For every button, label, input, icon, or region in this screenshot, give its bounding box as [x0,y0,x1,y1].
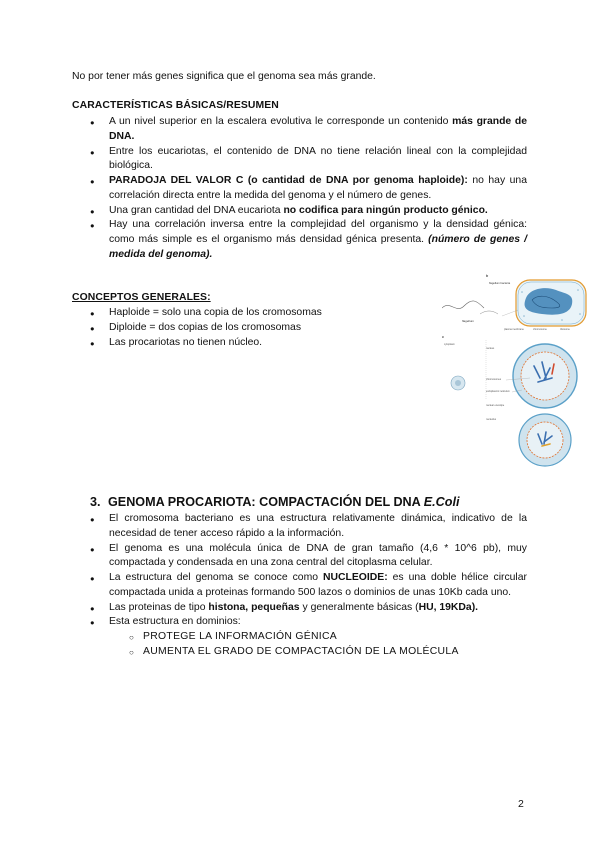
section2-list [90,306,440,350]
section1-list [90,115,527,263]
intro-text: No por tener más genes significa que el genoma sea más grande. [72,71,376,82]
list-item: ● La estructura del genoma se conoce como NUCLEOIDE: es una doble hélice circular compactada unida a proteinas formando 500 lazos o dominios de unas 10Kb cada uno. [90,571,527,601]
fig-label-nucleus: nucleus [486,347,495,350]
fig-label-chromosome: chromosome [533,328,547,331]
list-item: ● El cromosoma bacteriano es una estructura relativamente dinámica, indicativo de la necesidad de tener acceso rápido a la información. [90,512,527,542]
fig-label-b: b [486,273,489,278]
list-item: ● El genoma es una molécula única de DNA de gran tamaño (4,6 * 10^6 pb), muy compactada y condensada en una zona central del citoplasma celular. [90,542,527,572]
sub-list-item: ○ PROTEGE LA INFORMACIÓN GÉNICA [109,630,527,645]
fig-label-ribosome: ribosome [560,328,570,331]
fig-label-plasma: plasma membrane [504,328,524,331]
list-item: ● Entre los eucariotas, el contenido de DNA no tiene relación lineal con la complejidad biológica. [90,145,527,175]
section1-title: CARACTERÍSTICAS BÁSICAS/RESUMEN [72,100,279,111]
list-item: ● A un nivel superior en la escalera evolutiva le corresponde un contenido más grande de DNA. [90,115,527,145]
list-item: ● Las procariotas no tienen núcleo. [90,336,440,351]
list-item: ● Hay una correlación inversa entre la complejidad del organismo y la densidad génica: como más simple es el organismo más densidad génica presenta. (número de genes / medida del genoma). [90,218,527,262]
list-item: ● Las proteinas de tipo histona, pequeñas y generalmente básicas (HU, 19KDa). [90,601,527,616]
list-item: ● PARADOJA DEL VALOR C (o cantidad de DNA por genoma haploide): no hay una correlación directa entre la medida del genoma y el número de genes. [90,174,527,204]
fig-label-nucleolus: nucleolus [486,418,497,421]
section3-sublist [109,630,527,660]
fig-label-nuclear: nuclear envelope [486,404,505,407]
list-item: ● Haploide = solo una copia de los cromosomas [90,306,440,321]
section2-title: CONCEPTOS GENERALES: [72,292,211,303]
list-item: ● Diploide = dos copias de los cromosomas [90,321,440,336]
list-item: ● Esta estructura en dominios: ○ PROTEGE LA INFORMACIÓN GÉNICA ○ AUMENTA EL GRADO DE COMPACTACIÓN DE LA MOLÉCULA [90,615,527,659]
fig-label-cytoplasm: cytoplasm [444,343,455,346]
section3-list [90,512,527,660]
page-number: 2 [518,798,524,810]
list-item: ● Una gran cantidad del DNA eucariota no codifica para ningún producto génico. [90,204,527,219]
cell-diagram-figure [442,270,587,468]
section3-title: 3. GENOMA PROCARIOTA: COMPACTACIÓN DEL DNA E.Coli [90,495,460,509]
fig-label-c: c [442,334,444,339]
fig-label-chromosomes: chromosomes [486,378,502,381]
fig-label-flagellum-bacteria: flagellum bacteria [489,282,511,285]
sub-list-item: ○ AUMENTA EL GRADO DE COMPACTACIÓN DE LA MOLÉCULA [109,645,527,660]
fig-label-endoplasmic: endoplasmic reticulum [486,390,510,393]
fig-label-flagellum: flagellum [462,319,475,323]
